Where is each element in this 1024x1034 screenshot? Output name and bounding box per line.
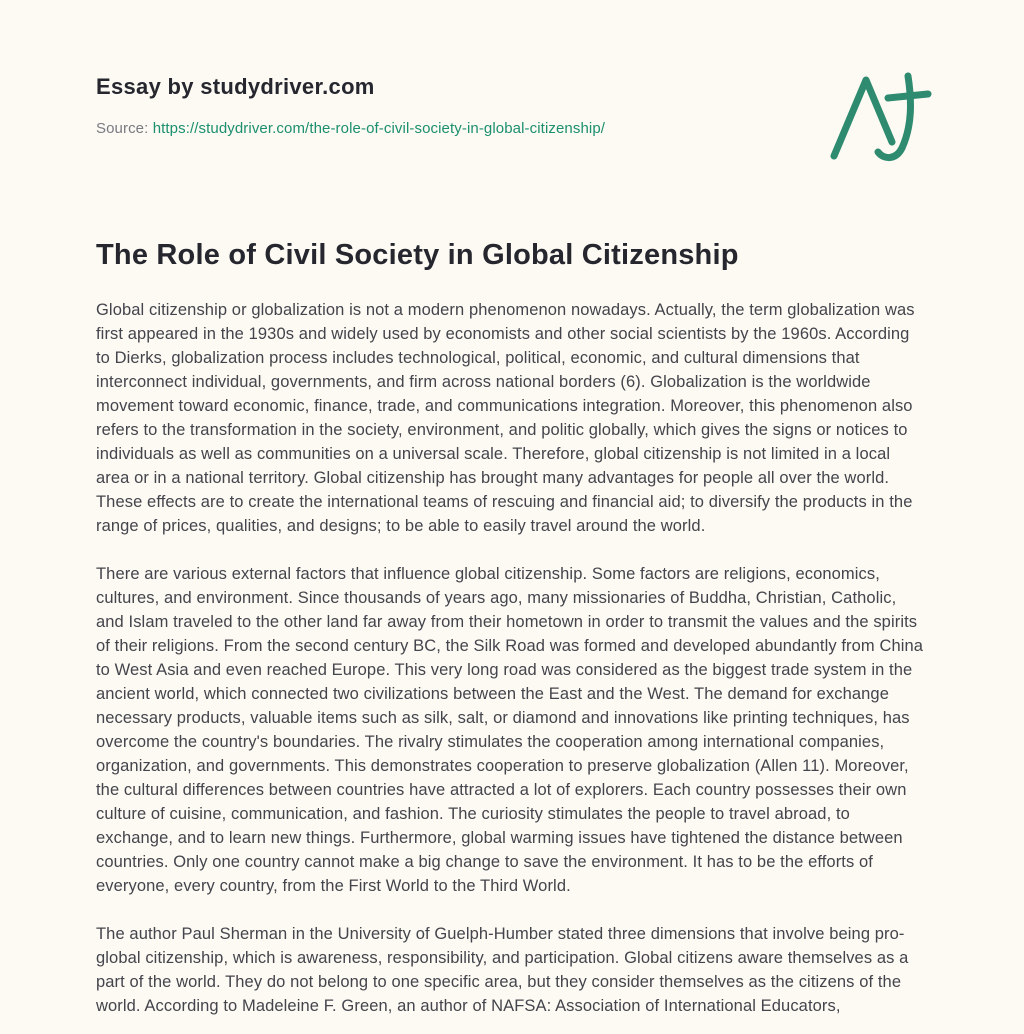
source-link[interactable]: https://studydriver.com/the-role-of-civil-society-in-global-citizenship/ bbox=[152, 120, 606, 137]
article-paragraph: Global citizenship or globalization is not a modern phenomenon nowadays. Actually, the term globalization was first appeared in the 1930s and widely used by economists and other social scientists by the 1960s. According to Dierks, globalization process includes technological, political, economic, and cultural dimensions that interconnect individual, governments, and firm across national borders (6). Globalization is the worldwide movement toward economic, finance, trade, and communications integration. Moreover, this phenomenon also refers to the transformation in the society, environment, and politic globally, which gives the signs or notices to individuals as well as communities on a universal scale. Therefore, global citizenship is not limited in a local area or in a national territory. Global citizenship has brought many advantages for people all over the world. These effects are to create the international teams of rescuing and financial aid; to diversify the products in the range of prices, qualities, and designs; to be able to easily travel around the world. bbox=[96, 301, 915, 535]
article-body bbox=[96, 298, 928, 1018]
essay-byline: Essay by studydriver.com bbox=[96, 74, 375, 99]
article-paragraph: The author Paul Sherman in the University of Guelph-Humber stated three dimensions that involve being pro-global citizenship, which is awareness, responsibility, and participation. Global citizens aware themselves as a part of the world. They do not belong to one specific area, but they consider themselves as the citizens of the world. According to Madeleine F. Green, an author of NAFSA: Association of International Educators, bbox=[96, 925, 909, 1015]
studydriver-logo-icon bbox=[826, 68, 932, 164]
page-title: The Role of Civil Society in Global Citizenship bbox=[96, 239, 739, 271]
source-label: Source: bbox=[96, 120, 149, 137]
article-paragraph: There are various external factors that influence global citizenship. Some factors are religions, economics, cultures, and environment. Since thousands of years ago, many missionaries of Buddha, Christian, Catholic, and Islam traveled to the other land far away from their hometown in order to transmit the values and the spirits of their religions. From the second century BC, the Silk Road was formed and developed abundantly from China to West Asia and even reached Europe. This very long road was considered as the biggest trade system in the ancient world, which connected two civilizations between the East and the West. The demand for exchange necessary products, valuable items such as silk, salt, or diamond and innovations like printing techniques, has overcome the country's boundaries. The rivalry stimulates the cooperation among international companies, organization, and governments. This demonstrates cooperation to preserve globalization (Allen 11). Moreover, the cultural differences between countries have attracted a lot of explorers. Each country possesses their own culture of cuisine, communication, and fashion. The curiosity stimulates the people to travel abroad, to exchange, and to learn new things. Furthermore, global warming issues have tightened the distance between countries. Only one country cannot make a big change to save the environment. It has to be the efforts of everyone, every country, from the First World to the Third World. bbox=[96, 565, 924, 895]
source-line bbox=[96, 120, 928, 137]
